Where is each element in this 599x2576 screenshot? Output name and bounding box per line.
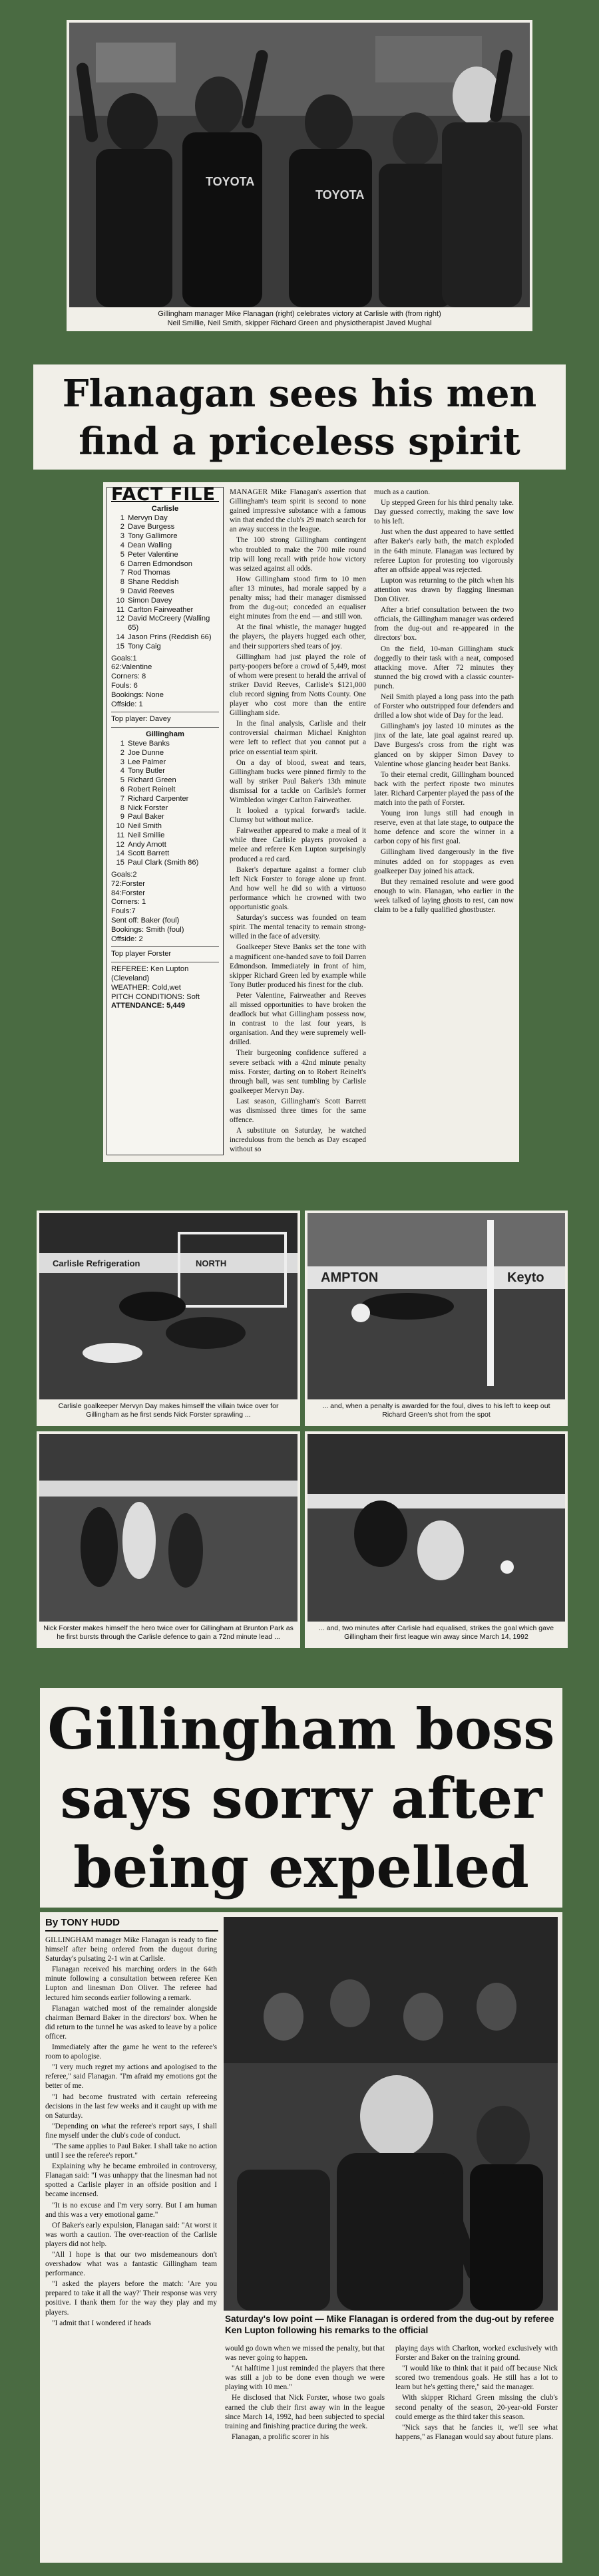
paragraph: "Depending on what the referee's report says, I shall fine myself under the club's code of conduct.: [45, 2122, 217, 2140]
shirt-number: 5: [120, 776, 124, 785]
home-team-name: Carlisle: [151, 504, 179, 513]
stat-line: Bookings: None: [111, 690, 164, 699]
paragraph: How Gillingham stood firm to 10 men after 13 minutes, had morale sapped by a penalty miss; had their manager dismissed from the dug-out; conceded an equaliser eight minutes from the end — and still won.: [230, 575, 366, 621]
shirt-sponsor-text: TOYOTA: [315, 188, 365, 202]
shirt-number: 14: [116, 633, 124, 641]
shirt-number: 10: [116, 596, 124, 605]
headline-line: Flanagan sees his men: [62, 372, 537, 416]
shirt-number: 6: [120, 785, 124, 793]
player-row: [111, 849, 219, 859]
shirt-number: 11: [116, 831, 124, 839]
player-row: [111, 831, 219, 841]
player-name: Peter Valentine: [128, 550, 178, 559]
paragraph: would go down when we missed the penalty, but that was never going to happen.: [225, 2345, 385, 2362]
player-name: David Reeves: [128, 587, 174, 595]
player-name: David McCreery (Walling 65): [128, 615, 210, 633]
paragraph: much as a caution.: [374, 488, 431, 496]
stat-line: 72:Forster: [111, 879, 145, 888]
shirt-number: 11: [116, 605, 124, 614]
action-photo-2: [305, 1211, 568, 1426]
shirt-sponsor-text: TOYOTA: [206, 175, 255, 188]
article-1-column-1: [230, 488, 366, 1158]
player-row: [111, 804, 219, 813]
shirt-number: 1: [120, 739, 124, 748]
away-team-name: Gillingham: [146, 730, 184, 739]
player-name: Tony Caig: [128, 642, 161, 650]
player-row: [111, 523, 219, 532]
ad-board-text: AMPTON: [321, 1270, 379, 1285]
shirt-number: 12: [116, 615, 124, 623]
paragraph: Saturday's success was founded on team spirit. The mental tenacity to remain strong-willed in the face of adversity.: [230, 914, 366, 941]
player-row: [111, 541, 219, 551]
paragraph: "I very much regret my actions and apologised to the referee," said Flanagan. "I'm afraid my emotions got the better of me.: [45, 2063, 217, 2090]
player-row: [111, 578, 219, 587]
shirt-number: 15: [116, 642, 124, 650]
player-name: Nick Forster: [128, 803, 168, 812]
paragraph: playing days with Charlton, worked exclusively with Forster and Baker on the training ground.: [395, 2345, 558, 2362]
player-row: [111, 859, 219, 868]
player-name: Andy Arnott: [128, 840, 166, 849]
goalkeeper-foul-photo: [39, 1213, 298, 1399]
stat-line: Fouls: 6: [111, 681, 138, 690]
shirt-number: 9: [120, 813, 124, 821]
paragraph: GILLINGHAM manager Mike Flanagan is ready to fine himself after being ordered from the dugout during Saturday's pulsating 2-1 win at Carlisle.: [45, 1936, 217, 1963]
ad-board-text: Carlisle Refrigeration: [53, 1258, 140, 1268]
player-name: Jason Prins (Reddish 66): [128, 633, 212, 641]
weather: WEATHER: Cold,wet: [111, 983, 181, 992]
caption-line: Gillingham manager Mike Flanagan (right) celebrates victory at Carlisle with (from right): [158, 310, 441, 318]
penalty-save-photo: [307, 1213, 565, 1399]
paragraph: "I admit that I wondered if heads: [52, 2319, 151, 2327]
shirt-number: 15: [116, 859, 124, 867]
paragraph: Flanagan watched most of the remainder alongside chairman Bernard Baker in the directors' box. When he did return to the tunnel he was asked to leave by a police officer.: [45, 2004, 217, 2041]
player-name: Dave Burgess: [128, 523, 175, 531]
player-name: Lee Palmer: [128, 758, 166, 766]
paragraph: Fairweather appeared to make a meal of it while three Carlisle players provoked a melee and referee Ken Lupton surprisingly produced a red card.: [230, 827, 366, 863]
paragraph: "I would like to think that it paid off because Nick scored two tremendous goals. He still has a lot to learn but he's getting there," said the manager.: [395, 2364, 558, 2392]
stat-line: Sent off: Baker (foul): [111, 917, 180, 925]
player-name: Darren Edmondson: [128, 559, 193, 568]
stat-line: Goals:2: [111, 871, 137, 879]
paragraph: Flanagan, a prolific scorer in his: [232, 2432, 329, 2441]
paragraph: Goalkeeper Steve Banks set the tone with a magnificent one-handed save to foil Darren Edmondson. Immediately in front of him, skipper Richard Green led by example while Tony Butler produced his finest for the club.: [230, 943, 366, 989]
player-name: Richard Green: [128, 776, 176, 785]
paragraph: On the field, 10-man Gillingham stuck doggedly to their task with a neat, composed attacking move. After 72 minutes they stunned the big crowd with a classic counter-punch.: [374, 644, 514, 690]
action-photo-caption: ... and, when a penalty is awarded for the foul, dives to his left to keep out Richard Green's shot from the spot: [307, 1401, 565, 1425]
player-name: Paul Clark (Smith 86): [128, 859, 199, 867]
paragraph: To their eternal credit, Gillingham bounced back with the perfect riposte two minutes later. Richard Carpenter played the pass of the match into the path of Forster.: [374, 770, 514, 807]
shirt-number: 3: [120, 758, 124, 766]
player-name: Dean Walling: [128, 541, 172, 549]
byline: By TONY HUDD: [45, 1917, 218, 1932]
player-name: Simon Davey: [128, 596, 172, 605]
headline-line: being expelled: [73, 1834, 529, 1900]
stat-line: Goals:1: [111, 654, 137, 662]
shirt-number: 9: [120, 587, 124, 595]
player-name: Mervyn Day: [128, 513, 168, 522]
player-name: Scott Barrett: [128, 849, 170, 858]
referee: REFEREE: Ken Lupton (Cleveland): [111, 965, 189, 983]
player-row: [111, 786, 219, 795]
dugout-photo-caption: Saturday's low point — Mike Flanagan is ordered from the dug-out by referee Ken Lupton following his remarks to the official: [225, 2314, 554, 2335]
paragraph: MANAGER Mike Flanagan's assertion that Gillingham's team spirit is second to none gained impressive substance with a famous win that ended the club's 29 match search for an away success in the league.: [230, 488, 366, 534]
stat-line: Fouls:7: [111, 907, 136, 916]
stat-line: 62:Valentine: [111, 663, 152, 672]
player-name: Neil Smith: [128, 822, 162, 831]
forster-winner-photo: [307, 1434, 565, 1622]
player-row: [111, 643, 219, 652]
player-row: [111, 776, 219, 786]
paragraph: The 100 strong Gillingham contingent who troubled to make the 700 mile round trip will long recall with pride how victory was seized against all odds.: [230, 536, 366, 573]
paragraph: Neil Smith played a long pass into the path of Forster who outstripped four defenders and drilled a low shot wide of Day for the lead.: [374, 692, 514, 720]
forster-first-goal-photo: [39, 1434, 298, 1622]
shirt-number: 2: [120, 523, 124, 531]
player-row: [111, 560, 219, 569]
shirt-number: 1: [120, 513, 124, 522]
article-1-column-2: [374, 488, 514, 966]
paragraph: "All I hope is that our two misdemeanours don't overshadow what was a fantastic Gillingham team performance.: [45, 2251, 217, 2278]
caption-line: Neil Smillie, Neil Smith, skipper Richard Green and physiotherapist Javed Mughal: [167, 319, 432, 327]
away-player-list: [111, 740, 219, 868]
fact-file-box: [106, 487, 224, 1155]
paragraph: "It is no excuse and I'm very sorry. But I am human and this was a very emotional game.": [45, 2201, 217, 2219]
paragraph: "The same applies to Paul Baker. I shall take no action until I see the referee's report.": [45, 2142, 217, 2160]
action-photo-caption: ... and, two minutes after Carlisle had equalised, strikes the goal which gave Gillingham their first league win away since March 14, 1992: [307, 1623, 565, 1647]
article-2-column-1: [45, 1935, 217, 2559]
paragraph: "I had become frustrated with certain refereeing decisions in the last few weeks and it caught up with me on Saturday.: [45, 2092, 217, 2120]
stat-line: Bookings: Smith (foul): [111, 925, 184, 934]
action-photo-4: [305, 1431, 568, 1648]
paragraph: "Nick says that he fancies it, we'll see what happens," as Flanagan would say about future plans.: [395, 2423, 558, 2441]
home-stats: [111, 654, 219, 710]
player-name: Robert Reinelt: [128, 785, 176, 793]
paragraph: Lupton was returning to the pitch when his attention was drawn by flagging linesman Don Oliver.: [374, 576, 514, 604]
paragraph: Up stepped Green for his third penalty take. Day guessed correctly, making the save low to his left.: [374, 499, 514, 526]
player-name: Tony Butler: [128, 767, 165, 776]
paragraph: Gillingham had just played the role of party-poopers before a crowd of 5,449, most of whom were present to herald the arrival of striker David Reeves, Carlisle's $121,000 club record signing from Notts County. One player who cost more than the entire Gillingham side.: [230, 652, 366, 718]
shirt-number: 8: [120, 803, 124, 812]
stat-line: Offside: 1: [111, 700, 143, 708]
player-name: Tony Gallimore: [128, 532, 178, 541]
paragraph: Gillingham lived dangerously in the five minutes added on for stoppages as even goalkeeper Day joined his attack.: [374, 848, 514, 875]
player-row: [111, 597, 219, 606]
player-name: Rod Thomas: [128, 569, 170, 577]
headline-line: Gillingham boss: [47, 1696, 555, 1762]
player-row: [111, 532, 219, 541]
stat-line: Offside: 2: [111, 934, 143, 943]
ad-board-text: NORTH: [196, 1258, 227, 1268]
top-photo-caption: [69, 308, 530, 329]
paragraph: But they remained resolute and were good enough to win. Flanagan, who earlier in the week talked of laying ghosts to rest, can now claim to be a fully qualified ghostbuster.: [374, 877, 514, 915]
player-row: [111, 795, 219, 804]
celebration-photo: [69, 23, 530, 307]
player-name: Neil Smillie: [128, 831, 165, 839]
paragraph: At the final whistle, the manager hugged the players, the players hugged each other, and their supporters shed tears of joy.: [230, 623, 366, 650]
player-row: [111, 606, 219, 615]
shirt-number: 4: [120, 767, 124, 776]
shirt-number: 2: [120, 748, 124, 757]
player-row: [111, 569, 219, 578]
player-row: [111, 822, 219, 831]
home-top-player: Top player: Davey: [111, 715, 171, 724]
player-row: [111, 587, 219, 597]
home-player-list: [111, 514, 219, 652]
stat-line: 84:Forster: [111, 889, 145, 897]
divider: [111, 946, 219, 947]
shirt-number: 12: [116, 840, 124, 849]
shirt-number: 14: [116, 849, 124, 858]
paragraph: On a day of blood, sweat and tears, Gillingham bucks were pinned firmly to the wall by striker Paul Baker's 13th minute dismissal for a tackle on Carlisle's former Wimbledon winger Carlton Fairweather.: [230, 758, 366, 804]
shirt-number: 7: [120, 794, 124, 803]
shirt-number: 3: [120, 532, 124, 541]
paragraph: "At halftime I just reminded the players that there was still a job to be done even though we were playing with 10 men.": [225, 2364, 385, 2392]
player-row: [111, 758, 219, 768]
away-top-player: Top player Forster: [111, 950, 172, 958]
stat-line: Corners: 1: [111, 898, 146, 907]
headline-line: find a priceless spirit: [79, 420, 520, 464]
shirt-number: 4: [120, 541, 124, 549]
paragraph: Their burgeoning confidence suffered a severe setback with a 42nd minute penalty miss. Forster, darting on to Robert Reinelt's through ball, was sent tumbling by Carlisle goalkeeper Mervyn Day.: [230, 1049, 366, 1095]
article-2-column-2: [225, 2344, 385, 2558]
away-stats: [111, 871, 219, 944]
headline-line: says sorry after: [60, 1765, 542, 1831]
paragraph: Of Baker's early expulsion, Flanagan said: "At worst it was worth a caution. The over-reaction of the Carlisle players did not help.: [45, 2221, 217, 2248]
paragraph: Baker's departure against a former club left Nick Forster to forage alone up front. And how well he did so with a virtuoso performance which he crowned with two opportunistic goals.: [230, 865, 366, 912]
paragraph: Immediately after the game he went to the referee's room to apologise.: [45, 2043, 217, 2061]
attendance: ATTENDANCE: 5,449: [111, 1002, 186, 1010]
shirt-number: 5: [120, 550, 124, 559]
paragraph: It looked a typical forward's tackle. Clumsy but without malice.: [230, 807, 366, 825]
action-photo-1: [37, 1211, 300, 1426]
shirt-number: 7: [120, 569, 124, 577]
flanagan-dugout-photo: [224, 1917, 558, 2311]
paragraph: In the final analysis, Carlisle and their controversial chairman Michael Knighton were left to reflect that you cannot put a price on essential team spirit.: [230, 720, 366, 756]
fact-file-title: FACT FILE: [111, 490, 219, 502]
action-photo-caption: Nick Forster makes himself the hero twice over for Gillingham at Brunton Park as he first bursts through the Carlisle defence to gain a 72nd minute lead ...: [39, 1623, 298, 1647]
player-row: [111, 615, 219, 633]
shirt-number: 10: [116, 822, 124, 831]
action-photo-3: [37, 1431, 300, 1648]
player-name: Steve Banks: [128, 739, 170, 748]
player-name: Joe Dunne: [128, 748, 164, 757]
player-name: Paul Baker: [128, 813, 164, 821]
player-row: [111, 767, 219, 776]
paragraph: "I asked the players before the match: 'Are you prepared to take it all the way?' Their response was very positive. I thank them for the way they play and my players.: [45, 2280, 217, 2317]
paragraph: A substitute on Saturday, he watched incredulous from the bench as Day escaped without so: [230, 1127, 366, 1154]
paragraph: Flanagan received his marching orders in the 64th minute following a consultation between referee Ken Lupton and linesman Don Oliver. The referee had lectured him seconds earlier following a remark.: [45, 1965, 217, 2002]
paragraph: Last season, Gillingham's Scott Barrett was dismissed three times for the same offence.: [230, 1097, 366, 1125]
player-row: [111, 841, 219, 850]
shirt-number: 8: [120, 578, 124, 587]
headline-gillingham-boss: [40, 1688, 562, 1908]
paragraph: Gillingham's joy lasted 10 minutes as the jinx of the late, late goal against reared up. Dave Burgess's cross from the right was glanced on by skipper Simon Davey to Valentine whose glancing header beat Banks.: [374, 722, 514, 768]
player-name: Shane Reddish: [128, 578, 179, 587]
paragraph: Just when the dust appeared to have settled after Baker's early bath, the match exploded in the 64th minute. Flanagan was lectured by referee Lupton for protesting too vigorously after an offside appeal was rejected.: [374, 528, 514, 574]
article-2-column-3: [395, 2344, 558, 2558]
shirt-number: 6: [120, 559, 124, 568]
paragraph: He disclosed that Nick Forster, whose two goals earned the club their first away win in the league since March 14, 1992, had been subjected to special training and finishing practice during the week.: [225, 2394, 385, 2430]
player-name: Carlton Fairweather: [128, 605, 194, 614]
pitch-conditions: PITCH CONDITIONS: Soft: [111, 992, 200, 1001]
paragraph: Young iron lungs still had enough in reserve, even at that late stage, to outpace the home defence and score the winner in a carbon copy of his first goal.: [374, 809, 514, 846]
player-row: [111, 551, 219, 560]
paragraph: Peter Valentine, Fairweather and Reeves all missed opportunities to have broken the deadlock but what Gillingham possess now, in contrast to the last four years, is organisation. And they were supremely well-drilled.: [230, 991, 366, 1047]
paragraph: After a brief consultation between the two officials, the Gillingham manager was ordered from the dug-out and re-appeared in the directors' box.: [374, 606, 514, 643]
player-row: [111, 740, 219, 749]
paragraph: With skipper Richard Green missing the club's second penalty of the season, 20-year-old Forster could emerge as the third taker this season.: [395, 2394, 558, 2421]
player-row: [111, 514, 219, 523]
ad-board-text: Keyto: [507, 1270, 544, 1285]
headline-flanagan: [33, 364, 566, 470]
stat-line: Corners: 8: [111, 672, 146, 681]
action-photo-caption: Carlisle goalkeeper Mervyn Day makes himself the villain twice over for Gillingham as he first sends Nick Forster sprawling ...: [39, 1401, 298, 1425]
player-row: [111, 633, 219, 643]
divider: [111, 727, 219, 728]
player-name: Richard Carpenter: [128, 794, 189, 803]
paragraph: Explaining why he became embroiled in controversy, Flanagan said: "I was unhappy that the linesman had not spotted a Carlisle player in an offside position and I became incensed.: [45, 2162, 217, 2199]
player-row: [111, 749, 219, 758]
player-row: [111, 813, 219, 822]
